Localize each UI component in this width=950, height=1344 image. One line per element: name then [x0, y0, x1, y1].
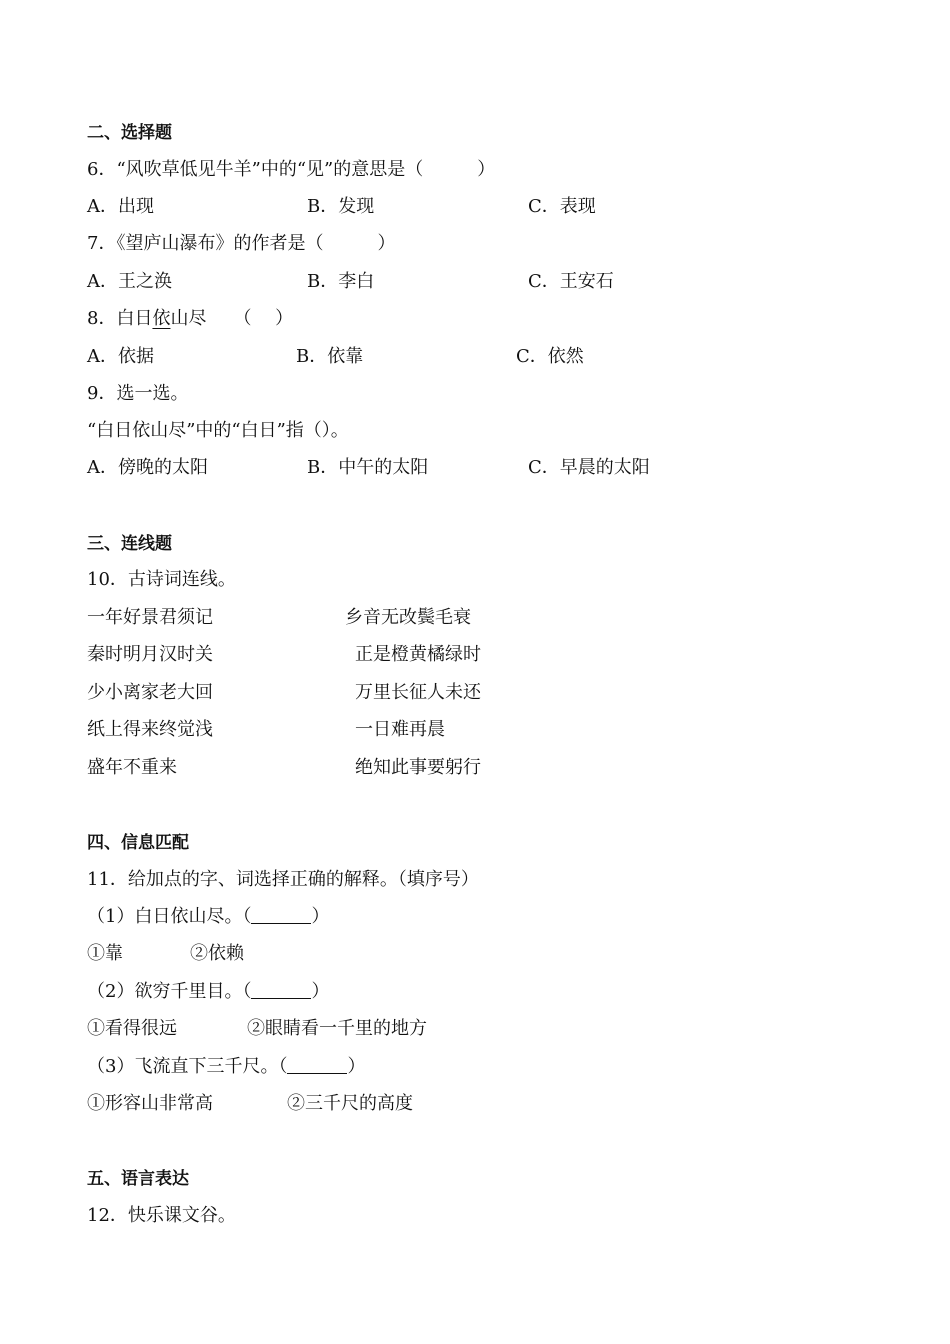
q10-left-item: 一年好景君须记 — [87, 607, 213, 628]
q11-part2-option: ②眼睛看一千里的地方 — [247, 1018, 427, 1039]
q7-question: 7．《望庐山瀑布》的作者是（ ） — [87, 233, 396, 254]
q10-left-item: 纸上得来终觉浅 — [87, 719, 213, 740]
q8-option-b: B．依靠 — [296, 346, 364, 367]
q10-right-item: 绝知此事要躬行 — [355, 757, 481, 778]
q11-part1-option: ②依赖 — [190, 943, 244, 964]
q11-part3: （3）飞流直下三千尺。（ ） — [87, 1056, 366, 1077]
section-language-heading: 五、语言表达 — [87, 1169, 189, 1189]
q8-prefix: 8．白日 — [87, 308, 153, 329]
q8-question — [87, 307, 293, 331]
q11-part1-blank[interactable] — [251, 905, 311, 924]
q9-stem: “白日依山尽”中的“白日”指（）。 — [87, 420, 349, 441]
q11-part1-option: ①靠 — [87, 943, 123, 964]
q9-question: 9．选一选。 — [87, 383, 189, 404]
q9-option-a: A．傍晚的太阳 — [87, 457, 208, 478]
q6-option-b: B．发现 — [307, 196, 375, 217]
q10-right-item: 乡音无改鬓毛衰 — [345, 607, 471, 628]
q12-question: 12．快乐课文谷。 — [87, 1205, 236, 1226]
q10-right-item: 一日难再晨 — [355, 719, 445, 740]
section-matching-heading: 三、连线题 — [87, 534, 172, 554]
section-choice-heading: 二、选择题 — [87, 123, 172, 143]
q11-part2-option: ①看得很远 — [87, 1018, 177, 1039]
q11-part3-option: ②三千尺的高度 — [287, 1093, 413, 1114]
q10-left-item: 秦时明月汉时关 — [87, 644, 213, 665]
q8-option-c: C．依然 — [516, 346, 584, 367]
q6-option-c: C．表现 — [528, 196, 596, 217]
q10-left-item: 盛年不重来 — [87, 757, 177, 778]
q10-left-item: 少小离家老大回 — [87, 682, 213, 703]
q10-right-item: 正是橙黄橘绿时 — [355, 644, 481, 665]
q6-question: 6．“风吹草低见牛羊”中的“见”的意思是（ ） — [87, 159, 496, 180]
section-info-heading: 四、信息匹配 — [87, 833, 189, 853]
q7-option-b: B．李白 — [307, 271, 375, 292]
q9-option-b: B．中午的太阳 — [307, 457, 429, 478]
q8-option-a: A．依据 — [87, 346, 154, 367]
q7-option-c: C．王安石 — [528, 271, 614, 292]
q10-right-item: 万里长征人未还 — [355, 682, 481, 703]
q11-part3-blank[interactable] — [287, 1055, 347, 1074]
q7-option-a: A．王之涣 — [87, 271, 172, 292]
q10-question: 10．古诗词连线。 — [87, 569, 236, 590]
q11-part2-blank[interactable] — [251, 980, 311, 999]
q11-part1: （1）白日依山尽。（ ） — [87, 906, 330, 927]
q11-part2: （2）欲穷千里目。（ ） — [87, 981, 330, 1002]
q8-underlined-char: 依 — [152, 308, 171, 329]
q9-option-c: C．早晨的太阳 — [528, 457, 650, 478]
q6-option-a: A．出现 — [87, 196, 154, 217]
q11-part3-option: ①形容山非常高 — [87, 1093, 213, 1114]
q8-suffix: 山尽 （ ） — [170, 308, 294, 329]
q11-question: 11．给加点的字、词选择正确的解释。（填序号） — [87, 869, 479, 890]
